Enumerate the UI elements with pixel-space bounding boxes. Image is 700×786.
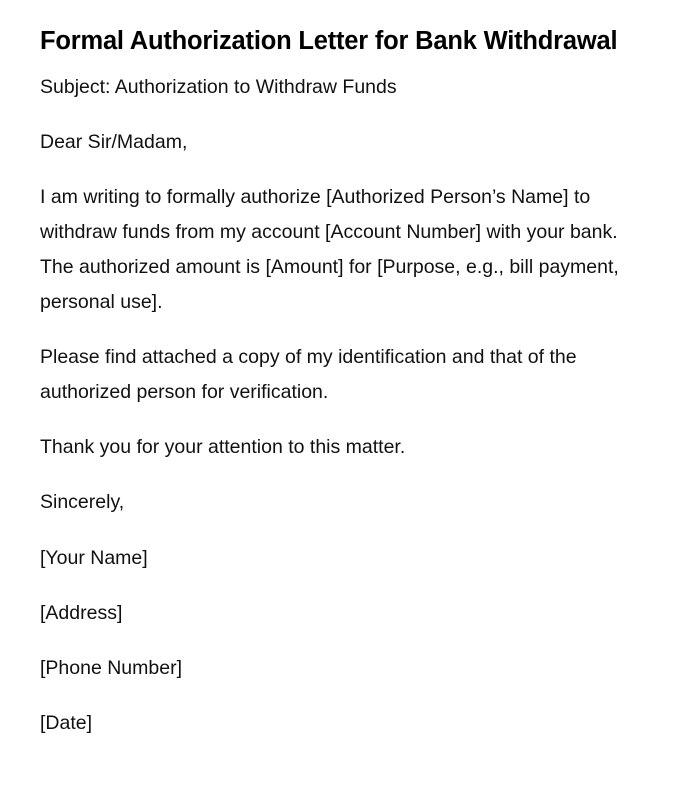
signature-name: [Your Name] <box>40 547 148 569</box>
letter-title: Formal Authorization Letter for Bank Withdrawal <box>40 27 618 55</box>
letter-body-paragraph-2: Please find attached a copy of my identification and that of the authorized person for verification. <box>40 346 577 403</box>
letter-subject: Subject: Authorization to Withdraw Funds <box>40 76 397 98</box>
signature-date: [Date] <box>40 712 93 734</box>
signature-phone: [Phone Number] <box>40 657 182 679</box>
letter-greeting: Dear Sir/Madam, <box>40 131 188 153</box>
signature-address: [Address] <box>40 602 123 624</box>
letter-body-paragraph-1: I am writing to formally authorize [Authorized Person’s Name] to withdraw funds from my account [Account Number] with your bank. The authorized amount is [Amount] for [Purpose, e.g., bill payment, personal use]. <box>40 186 619 313</box>
letter-closing: Sincerely, <box>40 491 125 513</box>
letter-thanks: Thank you for your attention to this matter. <box>40 436 406 458</box>
